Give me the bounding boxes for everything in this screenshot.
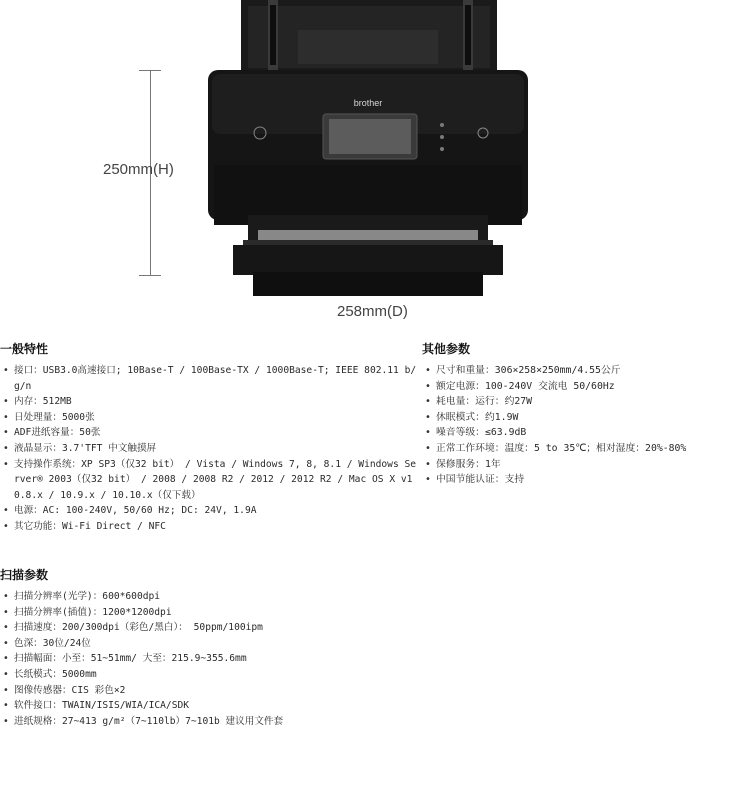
list-item: • 扫描分辨率(插值)：1200*1200dpi [0,605,420,621]
other-specs-list [422,363,750,488]
depth-label: 258mm(D) [337,303,408,320]
list-item: • 休眠模式：约1.9W [422,410,750,426]
list-item: • 扫描幅面：小至：51~51mm/ 大至：215.9~355.6mm [0,651,420,667]
list-item: • 色深：30位/24位 [0,636,420,652]
list-item: • 电源：AC: 100-240V, 50/60 Hz; DC: 24V, 1.9A [0,503,420,519]
brand-logo: brother [353,98,383,108]
other-specs-section [422,342,750,488]
list-item: • 液晶显示：3.7'TFT 中文触摸屏 [0,441,420,457]
list-item: • 扫描分辨率(光学)：600*600dpi [0,589,420,605]
other-specs-title: 其他参数 [422,342,471,356]
product-image-area [0,0,750,330]
general-specs-section [0,342,420,535]
list-item: • 进纸规格：27~413 g/m²（7~110lb）7~101b 建议用文件套 [0,714,420,730]
list-item: • 尺寸和重量：306×258×250mm/4.55公斤 [422,363,750,379]
list-item: • 软件接口：TWAIN/ISIS/WIA/ICA/SDK [0,698,420,714]
scanner-illustration [208,0,528,300]
list-item: • 长纸模式：5000mm [0,667,420,683]
list-item: • 额定电源：100-240V 交流电 50/60Hz [422,379,750,395]
general-specs-list [0,363,420,535]
list-item: • 扫描速度：200/300dpi（彩色/黑白）： 50ppm/100ipm [0,620,420,636]
height-dimension-tick-top [139,70,161,71]
list-item: • 支持操作系统：XP SP3（仅32 bit） / Vista / Windows 7, 8, 8.1 / Windows Server® 2003（仅32 bit） / 2008 / 2008 R2 / 2012 / 2012 R2 / Mac OS X v10.8.x / 10.9.x / 10.10.x（仅下载） [0,457,420,504]
list-item: • 保修服务：1年 [422,457,750,473]
list-item: • 正常工作环境：温度：5 to 35℃；相对湿度：20%-80% [422,441,750,457]
list-item: • ADF进纸容量：50张 [0,425,420,441]
list-item: • 接口：USB3.0高速接口; 10Base-T / 100Base-TX / 1000Base-T; IEEE 802.11 b/g/n [0,363,420,394]
list-item: • 其它功能：Wi-Fi Direct / NFC [0,519,420,535]
general-specs-title: 一般特性 [0,342,49,356]
list-item: • 中国节能认证：支持 [422,472,750,488]
scan-specs-section [0,568,420,729]
list-item: • 图像传感器：CIS 彩色×2 [0,683,420,699]
list-item: • 日处理量：5000张 [0,410,420,426]
list-item: • 耗电量：运行：约27W [422,394,750,410]
height-label: 250mm(H) [103,161,174,178]
list-item: • 内存：512MB [0,394,420,410]
scan-specs-list [0,589,420,729]
list-item: • 噪音等级：≤63.9dB [422,425,750,441]
scan-specs-title: 扫描参数 [0,568,49,582]
height-dimension-tick-bottom [139,275,161,276]
